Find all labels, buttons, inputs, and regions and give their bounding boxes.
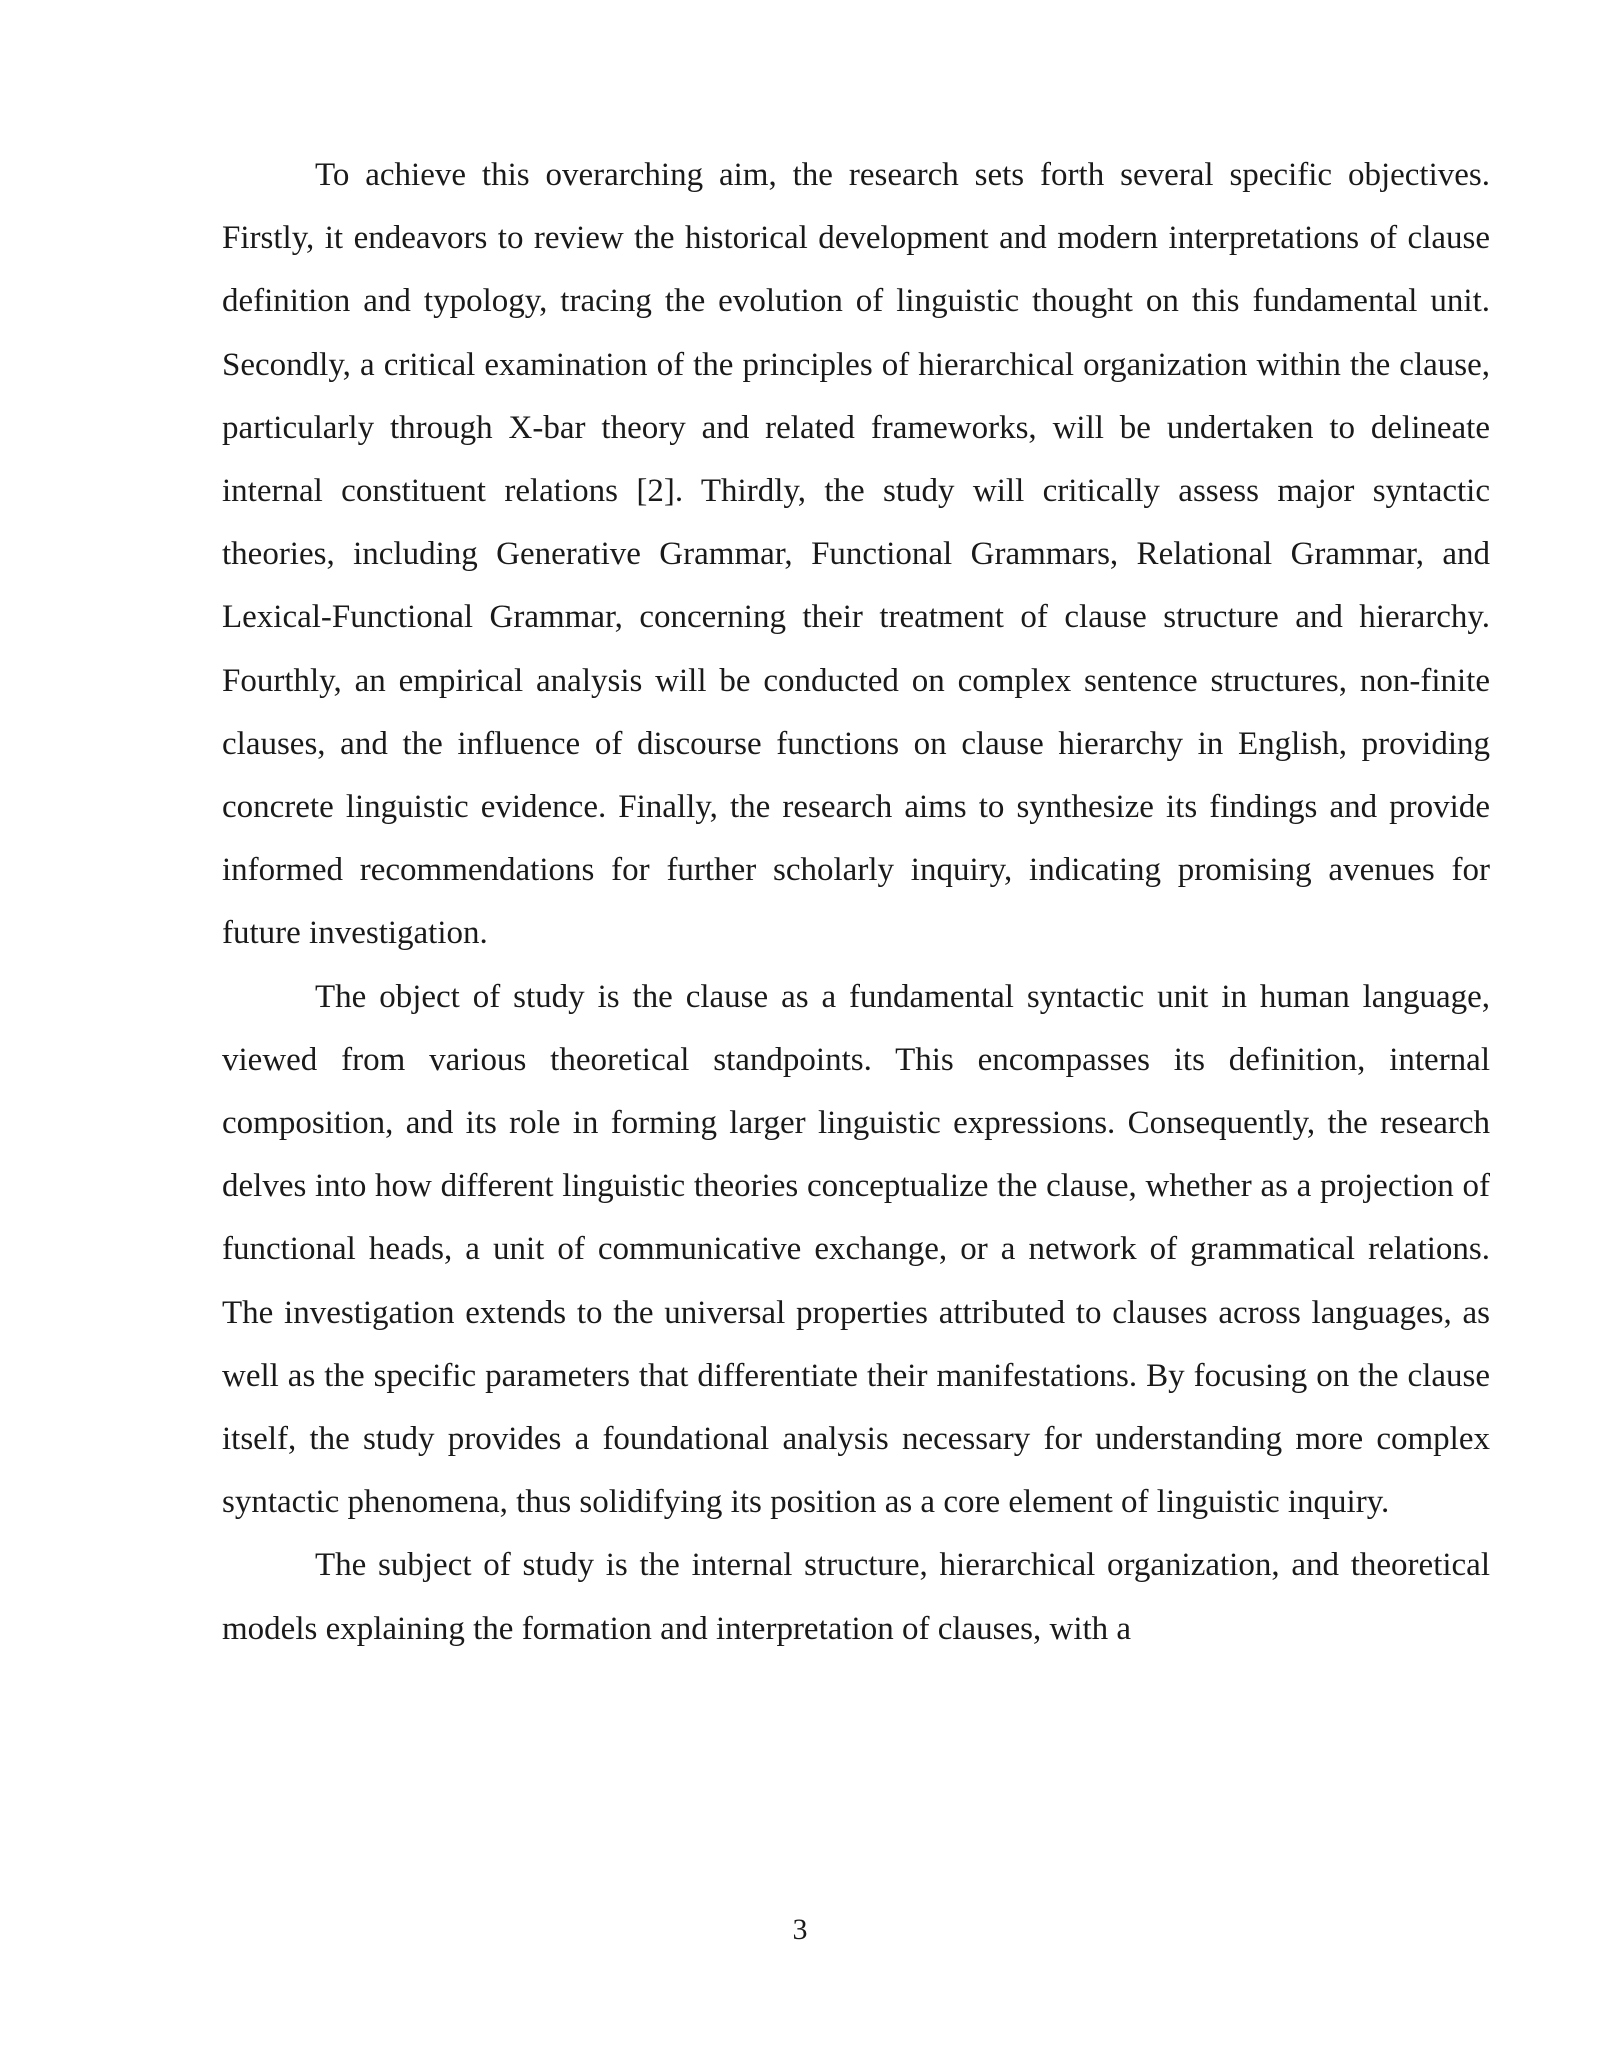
paragraph-objectives: To achieve this overarching aim, the research sets forth several specific objectives. Firstly, it endeavors to review the historical development and modern interpretations of clause definition and typology, tracing the evolution of linguistic thought on this fundamental unit. Secondly, a critical examination of the principles of hierarchical organization within the clause, particularly through X-bar theory and related frameworks, will be undertaken to delineate internal constituent relations [2]. Thirdly, the study will critically assess major syntactic theories, including Generative Grammar, Functional Grammars, Relational Grammar, and Lexical-Functional Grammar, concerning their treatment of clause structure and hierarchy. Fourthly, an empirical analysis will be conducted on complex sentence structures, non-finite clauses, and the influence of discourse functions on clause hierarchy in English, providing concrete linguistic evidence. Finally, the research aims to synthesize its findings and provide informed recommendations for further scholarly inquiry, indicating promising avenues for future investigation. [222,157,1490,952]
page-number: 3 [792,1913,808,1946]
paragraph-object-of-study: The object of study is the clause as a fundamental syntactic unit in human language, viewed from various theoretical standpoints. This encompasses its definition, internal composition, and its role in forming larger linguistic expressions. Consequently, the research delves into how different linguistic theories conceptualize the clause, whether as a projection of functional heads, a unit of communicative exchange, or a network of grammatical relations. The investigation extends to the universal properties attributed to clauses across languages, as well as the specific parameters that differentiate their manifestations. By focusing on the clause itself, the study provides a foundational analysis necessary for understanding more complex syntactic phenomena, thus solidifying its position as a core element of linguistic inquiry. [222,978,1490,1521]
body-text [222,144,1490,1661]
paragraph-subject-of-study: The subject of study is the internal structure, hierarchical organization, and theoretical models explaining the formation and interpretation of clauses, with a [222,1547,1490,1647]
